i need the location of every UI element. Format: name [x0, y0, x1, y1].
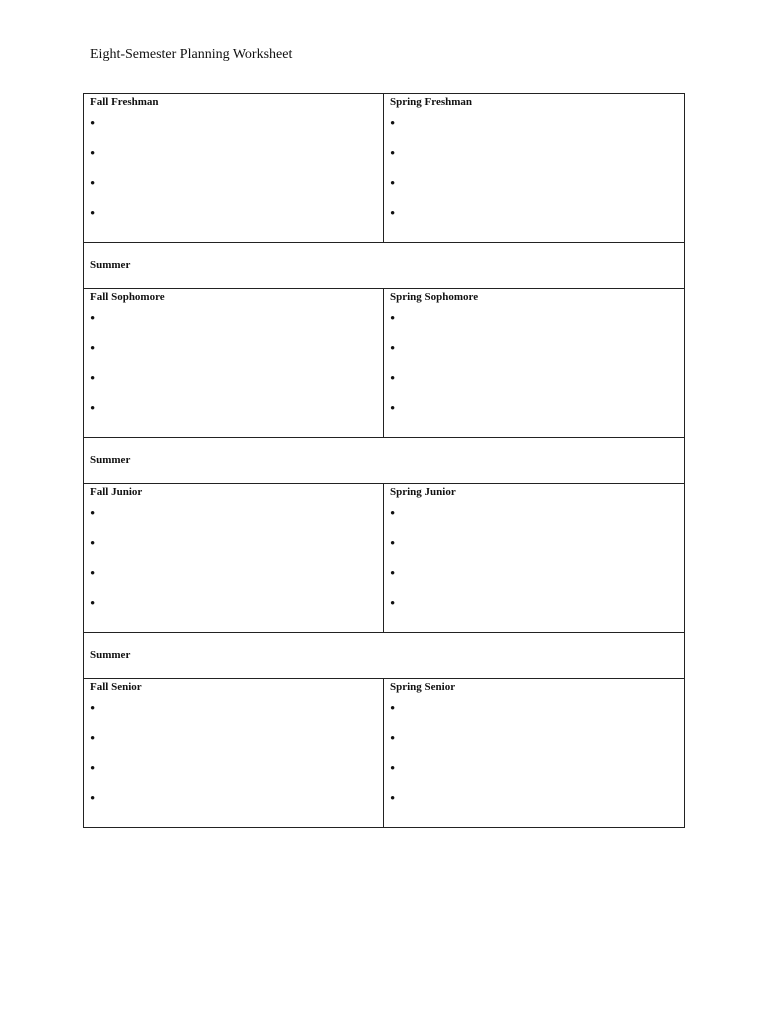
bullet-item[interactable] — [90, 800, 377, 830]
semester-label: Spring Freshman — [390, 96, 473, 108]
semester-row-junior — [84, 484, 685, 633]
course-list — [90, 320, 377, 440]
page-title: Eight-Semester Planning Worksheet — [90, 47, 293, 62]
bullet-item[interactable] — [390, 185, 678, 215]
course-list — [390, 125, 678, 245]
cell-fall-senior[interactable] — [84, 679, 384, 828]
semester-label: Spring Junior — [390, 486, 456, 498]
planning-table — [83, 93, 685, 828]
bullet-item[interactable] — [390, 320, 678, 350]
bullet-item[interactable] — [90, 185, 377, 215]
bullet-item[interactable] — [90, 320, 377, 350]
bullet-item[interactable] — [390, 740, 678, 770]
bullet-item[interactable] — [90, 740, 377, 770]
bullet-item[interactable] — [390, 215, 678, 245]
bullet-item[interactable] — [390, 380, 678, 410]
bullet-item[interactable] — [390, 605, 678, 635]
bullet-item[interactable] — [90, 350, 377, 380]
cell-spring-senior[interactable] — [384, 679, 685, 828]
summer-row-2[interactable] — [84, 438, 685, 484]
bullet-item[interactable] — [390, 770, 678, 800]
semester-label: Fall Freshman — [90, 96, 159, 108]
bullet-item[interactable] — [390, 125, 678, 155]
semester-label: Fall Senior — [90, 681, 142, 693]
cell-fall-freshman[interactable] — [84, 94, 384, 243]
bullet-item[interactable] — [390, 710, 678, 740]
cell-fall-junior[interactable] — [84, 484, 384, 633]
course-list — [90, 515, 377, 635]
bullet-item[interactable] — [390, 410, 678, 440]
course-list — [390, 320, 678, 440]
course-list — [90, 125, 377, 245]
cell-spring-freshman[interactable] — [384, 94, 685, 243]
bullet-item[interactable] — [390, 545, 678, 575]
bullet-item[interactable] — [90, 410, 377, 440]
summer-label: Summer — [90, 649, 131, 661]
semester-label: Fall Junior — [90, 486, 143, 498]
summer-row-1[interactable] — [84, 243, 685, 289]
summer-row-3[interactable] — [84, 633, 685, 679]
bullet-item[interactable] — [90, 710, 377, 740]
semester-row-sophomore — [84, 289, 685, 438]
semester-label: Spring Sophomore — [390, 291, 479, 303]
bullet-item[interactable] — [390, 800, 678, 830]
semester-label: Fall Sophomore — [90, 291, 165, 303]
cell-spring-junior[interactable] — [384, 484, 685, 633]
course-list — [90, 710, 377, 830]
semester-row-freshman — [84, 94, 685, 243]
summer-label: Summer — [90, 454, 131, 466]
semester-row-senior — [84, 679, 685, 828]
bullet-item[interactable] — [390, 575, 678, 605]
bullet-item[interactable] — [90, 125, 377, 155]
semester-label: Spring Senior — [390, 681, 456, 693]
bullet-item[interactable] — [90, 215, 377, 245]
bullet-item[interactable] — [90, 380, 377, 410]
summer-label: Summer — [90, 259, 131, 271]
course-list — [390, 710, 678, 830]
course-list — [390, 515, 678, 635]
bullet-item[interactable] — [390, 155, 678, 185]
bullet-item[interactable] — [90, 155, 377, 185]
bullet-item[interactable] — [390, 350, 678, 380]
bullet-item[interactable] — [90, 605, 377, 635]
cell-fall-sophomore[interactable] — [84, 289, 384, 438]
bullet-item[interactable] — [90, 770, 377, 800]
bullet-item[interactable] — [90, 515, 377, 545]
bullet-item[interactable] — [390, 515, 678, 545]
bullet-item[interactable] — [90, 545, 377, 575]
cell-spring-sophomore[interactable] — [384, 289, 685, 438]
bullet-item[interactable] — [90, 575, 377, 605]
